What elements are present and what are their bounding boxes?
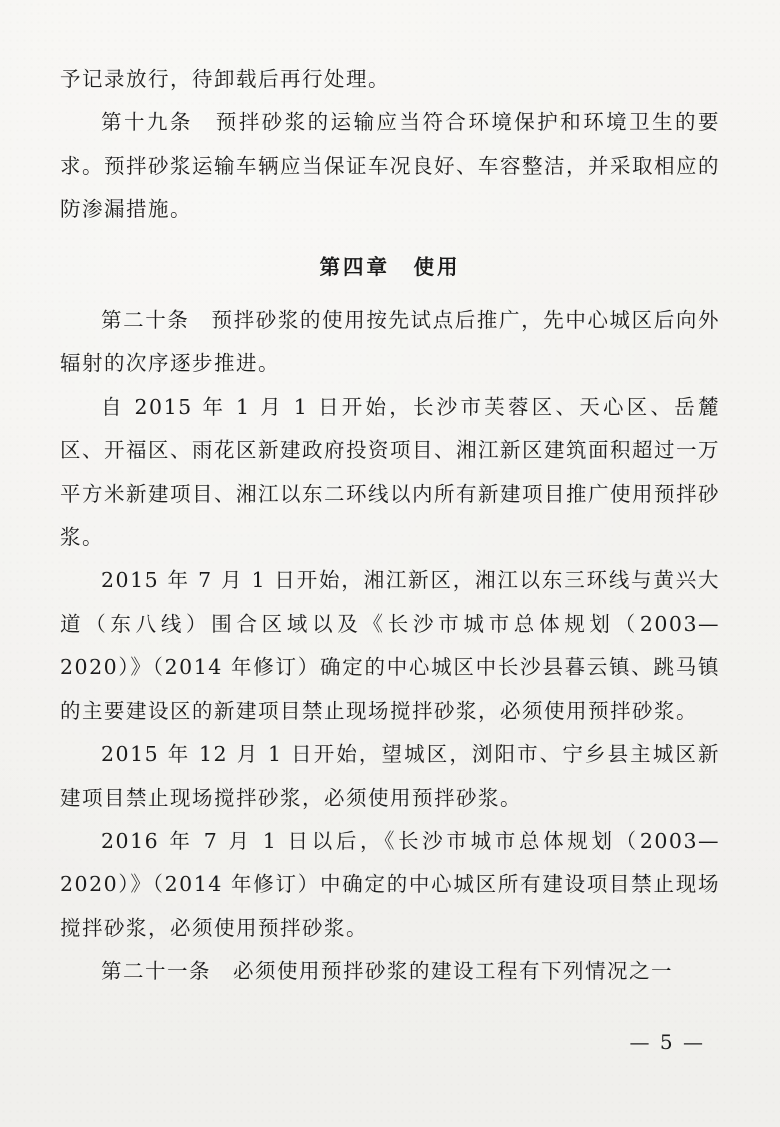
chapter-title: 第四章 使用	[319, 254, 461, 279]
paragraph-2015-jan: 自 2015 年 1 月 1 日开始，长沙市芙蓉区、天心区、岳麓区、开福区、雨花区新建政府投资项目、湘江新区建筑面积超过一万平方米新建项目、湘江以东二环线以内所有新建项目推广使用预拌砂浆。	[60, 394, 720, 550]
paragraph-2015-jul: 2015 年 7 月 1 日开始，湘江新区，湘江以东三环线与黄兴大道（东八线）围合区域以及《长沙市城市总体规划（2003—2020）》（2014 年修订）确定的中心城区中长沙县暮云镇、跳马镇的主要建设区的新建项目禁止现场搅拌砂浆，必须使用预拌砂浆。	[60, 568, 720, 723]
paragraph-2016-jul: 2016 年 7 月 1 日以后，《长沙市城市总体规划（2003—2020）》（2014 年修订）中确定的中心城区所有建设项目禁止现场搅拌砂浆，必须使用预拌砂浆。	[60, 828, 720, 940]
paragraph-article-19: 第十九条 预拌砂浆的运输应当符合环境保护和环境卫生的要求。预拌砂浆运输车辆应当保证车况良好、车容整洁，并采取相应的防渗漏措施。	[60, 110, 720, 222]
paragraph-article-20: 第二十条 预拌砂浆的使用按先试点后推广，先中心城区后向外辐射的次序逐步推进。	[60, 308, 720, 376]
paragraph-continuation: 予记录放行，待卸载后再行处理。	[60, 67, 390, 91]
page-number: — 5 —	[629, 1030, 705, 1054]
document-body	[60, 58, 720, 994]
paragraph-article-21: 第二十一条 必须使用预拌砂浆的建设工程有下列情况之一	[101, 959, 673, 984]
paragraph-2015-dec: 2015 年 12 月 1 日开始，望城区，浏阳市、宁乡县主城区新建项目禁止现场搅拌砂浆，必须使用预拌砂浆。	[60, 742, 720, 810]
